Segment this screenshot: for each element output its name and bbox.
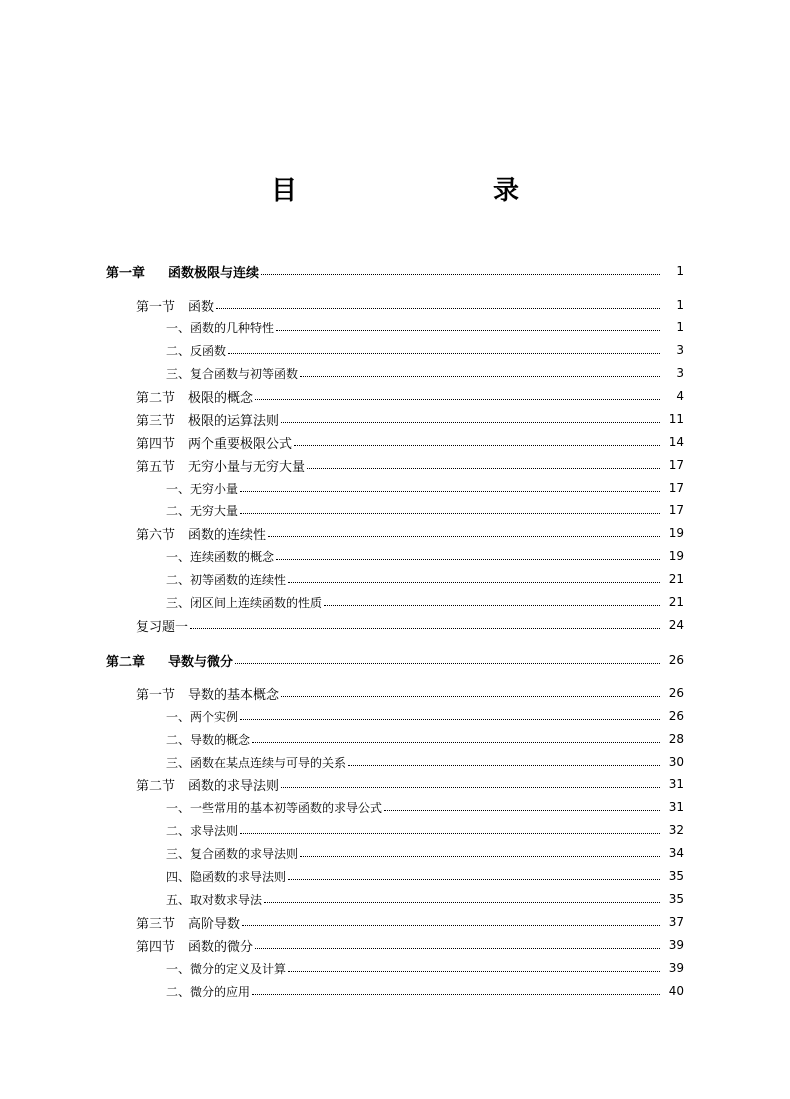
dot-leader — [288, 970, 660, 972]
toc-entry-page: 17 — [668, 503, 684, 517]
toc-entry-number: 第二节 — [136, 390, 176, 406]
toc-entry-page: 3 — [676, 343, 684, 357]
toc-entry-label — [166, 571, 286, 588]
toc-entry-page: 30 — [668, 755, 684, 769]
dot-leader — [252, 741, 660, 743]
toc-entry-title: 一、无穷小量 — [166, 481, 239, 496]
toc-entry-label — [166, 983, 250, 1000]
toc-entry-label — [136, 616, 188, 635]
dot-leader — [294, 444, 660, 446]
dot-leader — [276, 329, 660, 331]
toc-entry[interactable] — [0, 455, 790, 475]
toc-entry[interactable] — [0, 409, 790, 429]
toc-entry-label — [136, 913, 240, 932]
toc-entry-page: 39 — [668, 938, 684, 952]
toc-entry-title: 函数 — [188, 299, 215, 315]
toc-entry[interactable] — [0, 706, 790, 726]
toc-entry-label — [106, 651, 233, 670]
toc-entry-page: 4 — [676, 389, 684, 403]
toc-entry[interactable] — [0, 386, 790, 406]
toc-entry-page: 35 — [668, 869, 684, 883]
toc-entry-title: 复习题一 — [136, 619, 189, 635]
toc-entry-title: 五、取对数求导法 — [166, 892, 263, 907]
dot-leader — [228, 352, 660, 354]
dot-leader — [268, 535, 660, 537]
toc-entry[interactable] — [0, 432, 790, 452]
toc-entry-label — [166, 822, 238, 839]
toc-entry-number: 第五节 — [136, 459, 176, 475]
toc-entry[interactable] — [0, 912, 790, 932]
toc-entry-label — [166, 754, 346, 771]
dot-leader — [281, 421, 660, 423]
toc-entry-title: 一、函数的几种特性 — [166, 320, 275, 335]
toc-entry-title: 极限的概念 — [188, 390, 254, 406]
toc-entry-title: 一、两个实例 — [166, 709, 239, 724]
toc-entry[interactable] — [0, 729, 790, 749]
toc-entry-label — [166, 319, 274, 336]
toc-entry-page: 26 — [668, 686, 684, 700]
toc-entry[interactable] — [0, 774, 790, 794]
toc-entry-page: 24 — [668, 618, 684, 632]
toc-entry[interactable] — [0, 295, 790, 315]
dot-leader — [288, 581, 660, 583]
dot-leader — [261, 273, 660, 275]
toc-entry-label — [136, 296, 214, 315]
toc-entry-title: 函数的求导法则 — [188, 778, 280, 794]
toc-entry[interactable] — [0, 523, 790, 543]
toc-entry-page: 3 — [676, 366, 684, 380]
toc-entry-title: 一、连续函数的概念 — [166, 549, 275, 564]
toc-entry-label — [136, 936, 253, 955]
toc-entry-title: 高阶导数 — [188, 916, 241, 932]
toc-entry-label — [136, 524, 266, 543]
toc-entry-page: 1 — [676, 320, 684, 334]
toc-entry-title: 一、微分的定义及计算 — [166, 961, 287, 976]
toc-entry-title: 二、导数的概念 — [166, 732, 251, 747]
dot-leader — [255, 947, 660, 949]
toc-entry[interactable] — [0, 958, 790, 978]
toc-entry-title: 二、初等函数的连续性 — [166, 572, 287, 587]
toc-entry[interactable] — [0, 935, 790, 955]
toc-entry[interactable] — [0, 478, 790, 498]
dot-leader — [384, 809, 660, 811]
toc-entry-title: 极限的运算法则 — [188, 413, 280, 429]
toc-entry-label — [166, 799, 382, 816]
toc-entry-page: 1 — [676, 264, 684, 278]
dot-leader — [324, 604, 660, 606]
toc-entry[interactable] — [0, 683, 790, 703]
dot-leader — [276, 558, 660, 560]
toc-entry[interactable] — [0, 363, 790, 383]
dot-leader — [216, 307, 660, 309]
toc-entry-title: 三、复合函数的求导法则 — [166, 846, 299, 861]
dot-leader — [242, 924, 660, 926]
dot-leader — [300, 855, 660, 857]
toc-entry-page: 19 — [668, 526, 684, 540]
toc-entry-number: 第三节 — [136, 413, 176, 429]
toc-entry-page: 11 — [668, 412, 684, 426]
toc-entry-page: 35 — [668, 892, 684, 906]
toc-entry-label — [166, 342, 226, 359]
dot-leader — [240, 718, 660, 720]
toc-entry-number: 第四节 — [136, 939, 176, 955]
toc-entry-title: 二、反函数 — [166, 343, 227, 358]
toc-entry[interactable] — [0, 340, 790, 360]
toc-entry-page: 40 — [668, 984, 684, 998]
toc-entry-title: 二、微分的应用 — [166, 984, 251, 999]
toc-entry-label — [136, 456, 305, 475]
toc-entry-title: 三、闭区间上连续函数的性质 — [166, 595, 323, 610]
toc-entry-label — [136, 410, 279, 429]
toc-entry[interactable] — [0, 592, 790, 612]
toc-entry[interactable] — [0, 615, 790, 635]
toc-entry-page: 31 — [668, 777, 684, 791]
toc-entry-title: 函数极限与连续 — [168, 265, 260, 281]
toc-entry-label — [136, 684, 279, 703]
dot-leader — [255, 398, 660, 400]
toc-entry-page: 19 — [668, 549, 684, 563]
toc-entry-label — [166, 845, 298, 862]
toc-entry-page: 26 — [668, 653, 684, 667]
toc-entry-title: 三、函数在某点连续与可导的关系 — [166, 755, 347, 770]
toc-entry-title: 无穷小量与无穷大量 — [188, 459, 306, 475]
toc-entry-page: 39 — [668, 961, 684, 975]
dot-leader — [240, 512, 660, 514]
toc-entry-label — [166, 731, 250, 748]
toc-entry-number: 第二章 — [106, 654, 146, 670]
toc-entry-number: 第一章 — [106, 265, 146, 281]
dot-leader — [288, 878, 660, 880]
toc-entry[interactable] — [0, 843, 790, 863]
toc-entry-title: 函数的微分 — [188, 939, 254, 955]
toc-entry[interactable] — [0, 866, 790, 886]
toc-entry-page: 17 — [668, 481, 684, 495]
dot-leader — [252, 993, 660, 995]
toc-entry-label — [106, 262, 259, 281]
toc-entry[interactable] — [0, 500, 790, 520]
dot-leader — [264, 901, 660, 903]
toc-entry[interactable] — [0, 797, 790, 817]
toc-entry-page: 21 — [668, 595, 684, 609]
toc-entry-title: 二、求导法则 — [166, 823, 239, 838]
toc-entry-title: 导数与微分 — [168, 654, 234, 670]
toc-entry-number: 第二节 — [136, 778, 176, 794]
toc-entry-page: 28 — [668, 732, 684, 746]
toc-entry-number: 第一节 — [136, 299, 176, 315]
toc-entry[interactable] — [0, 820, 790, 840]
toc-entry-page: 37 — [668, 915, 684, 929]
dot-leader — [240, 490, 660, 492]
toc-entry-label — [136, 433, 292, 452]
toc-entry-label — [166, 594, 322, 611]
toc-entry-page: 31 — [668, 800, 684, 814]
toc-entry-title: 四、隐函数的求导法则 — [166, 869, 287, 884]
toc-entry-label — [166, 480, 238, 497]
toc-entry-label — [136, 387, 253, 406]
dot-leader — [240, 832, 660, 834]
toc-entry-page: 17 — [668, 458, 684, 472]
toc-entry-label — [166, 708, 238, 725]
toc-entry-title: 一、一些常用的基本初等函数的求导公式 — [166, 800, 383, 815]
toc-entry[interactable] — [0, 981, 790, 1001]
toc-entry[interactable] — [0, 261, 790, 281]
toc-entry-number: 第六节 — [136, 527, 176, 543]
dot-leader — [235, 662, 660, 664]
toc-entry[interactable] — [0, 889, 790, 909]
dot-leader — [348, 764, 660, 766]
toc-entry-label — [166, 891, 262, 908]
toc-entry-title: 两个重要极限公式 — [188, 436, 293, 452]
toc-entry-number: 第三节 — [136, 916, 176, 932]
dot-leader — [307, 467, 660, 469]
toc-entry-number: 第一节 — [136, 687, 176, 703]
toc-entry-label — [166, 548, 274, 565]
dot-leader — [281, 695, 660, 697]
page-title: 目 录 — [270, 176, 567, 206]
toc-entry-page: 32 — [668, 823, 684, 837]
toc-entry-title: 函数的连续性 — [188, 527, 267, 543]
toc-entry[interactable] — [0, 752, 790, 772]
toc-entry[interactable] — [0, 546, 790, 566]
toc-entry-title: 三、复合函数与初等函数 — [166, 366, 299, 381]
toc-entry[interactable] — [0, 317, 790, 337]
dot-leader — [300, 375, 660, 377]
toc-entry-label — [166, 502, 238, 519]
dot-leader — [281, 786, 660, 788]
dot-leader — [190, 627, 660, 629]
toc-entry-label — [166, 365, 298, 382]
toc-entry-label — [136, 775, 279, 794]
toc-entry-page: 26 — [668, 709, 684, 723]
toc-entry-label — [166, 960, 286, 977]
toc-entry[interactable] — [0, 569, 790, 589]
toc-entry-number: 第四节 — [136, 436, 176, 452]
toc-entry-page: 14 — [668, 435, 684, 449]
toc-entry-page: 1 — [676, 298, 684, 312]
toc-entry-title: 二、无穷大量 — [166, 503, 239, 518]
toc-entry[interactable] — [0, 650, 790, 670]
toc-entry-page: 34 — [668, 846, 684, 860]
toc-entry-page: 21 — [668, 572, 684, 586]
toc-entry-title: 导数的基本概念 — [188, 687, 280, 703]
toc-entry-label — [166, 868, 286, 885]
